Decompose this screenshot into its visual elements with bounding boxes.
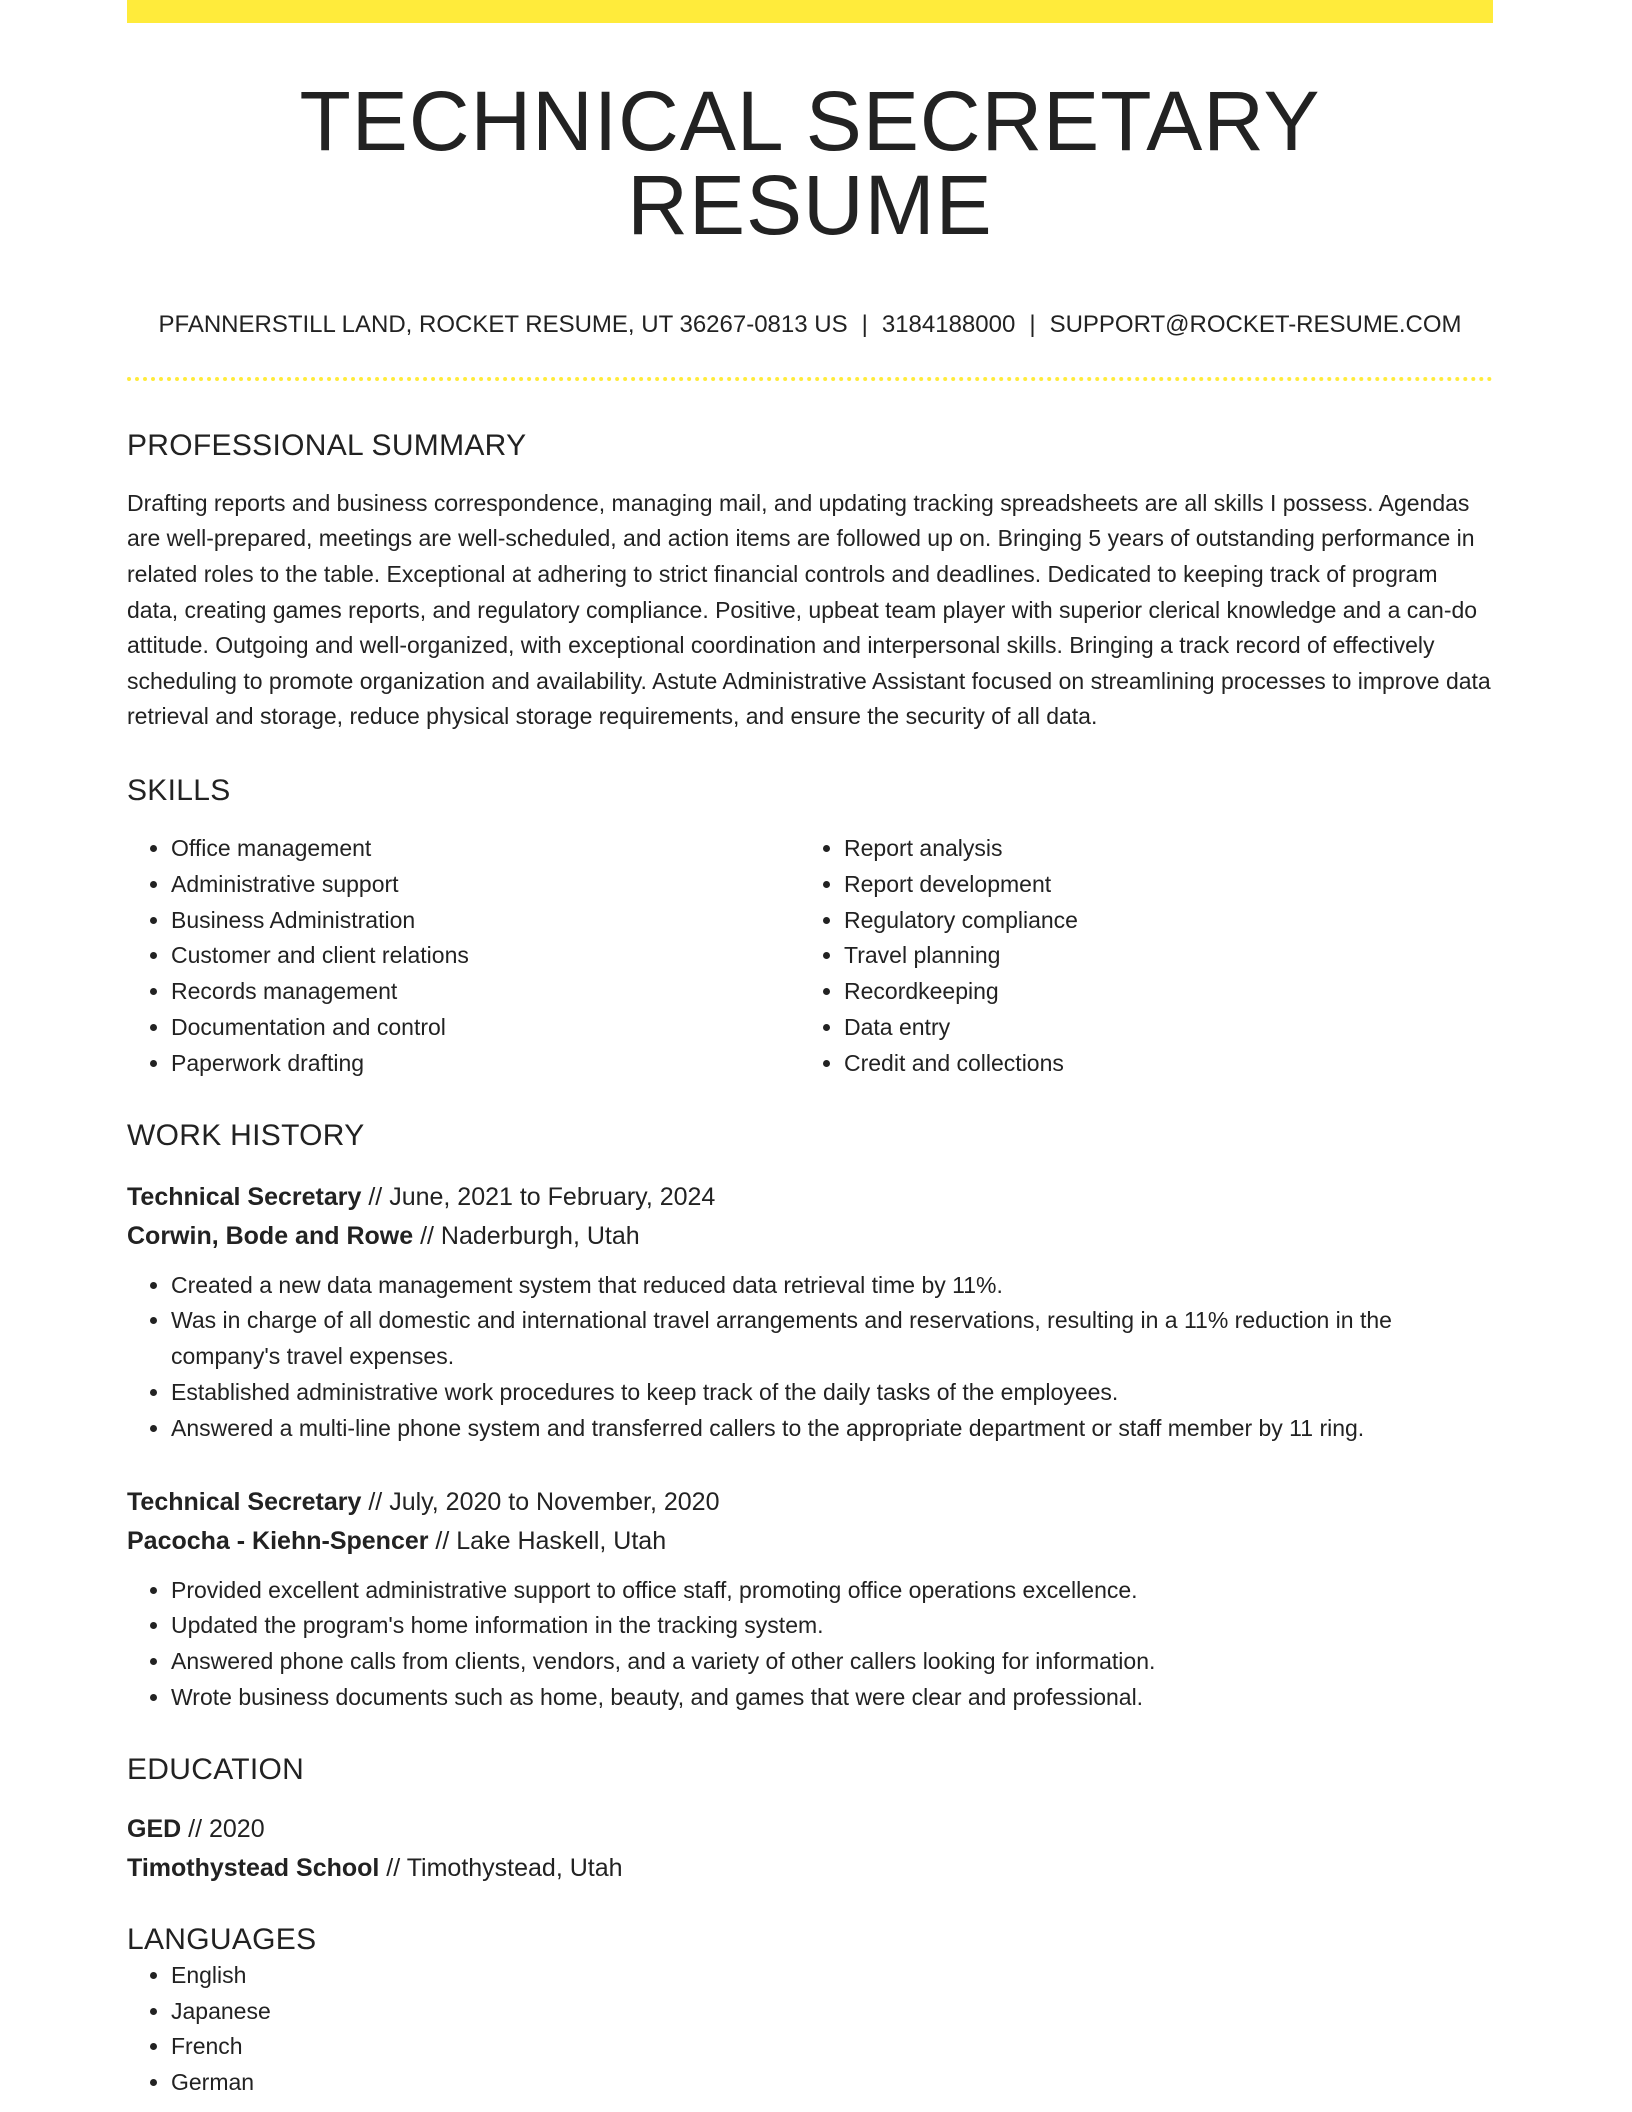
resume-content bbox=[127, 0, 1493, 2101]
job-location: Naderburgh, Utah bbox=[440, 1221, 640, 1250]
skills-column-left bbox=[127, 831, 800, 1082]
skill-item: • Regulatory compliance bbox=[844, 903, 1473, 939]
skill-item: • Data entry bbox=[844, 1010, 1473, 1046]
job-title: Technical Secretary bbox=[127, 1487, 362, 1516]
job-bullets bbox=[127, 1268, 1493, 1447]
resume-title: TECHNICAL SECRETARY RESUME bbox=[299, 74, 1321, 252]
education-school-line bbox=[127, 1849, 1493, 1888]
contact-address: PFANNERSTILL LAND, ROCKET RESUME, UT 36267-0813 US bbox=[158, 311, 848, 338]
skills-list-left bbox=[127, 831, 800, 1082]
job-bullet: • Provided excellent administrative support to office staff, promoting office operations excellence. bbox=[171, 1573, 1493, 1609]
education-entry bbox=[127, 1810, 1493, 1888]
job-title-line bbox=[127, 1178, 1493, 1217]
contact-phone: 3184188000 bbox=[881, 311, 1016, 338]
job-company: Corwin, Bode and Rowe bbox=[127, 1221, 414, 1250]
job-company-line bbox=[127, 1217, 1493, 1256]
skill-item: • Records management bbox=[171, 974, 800, 1010]
job-location: Lake Haskell, Utah bbox=[456, 1526, 667, 1555]
language-item: • Japanese bbox=[171, 1994, 1493, 2030]
languages-list bbox=[127, 1958, 1493, 2101]
contact-separator: | bbox=[861, 311, 868, 338]
skill-item: • Recordkeeping bbox=[844, 974, 1473, 1010]
job-bullet: • Answered a multi-line phone system and transferred callers to the appropriate department or staff member by 11 ring. bbox=[171, 1411, 1493, 1447]
languages-heading: LANGUAGES bbox=[127, 1922, 317, 1956]
education-degree: GED bbox=[127, 1814, 182, 1843]
skill-item: • Administrative support bbox=[171, 867, 800, 903]
education-degree-line bbox=[127, 1810, 1493, 1849]
skill-item: • Report development bbox=[844, 867, 1473, 903]
language-item: • English bbox=[171, 1958, 1493, 1994]
skill-item: • Credit and collections bbox=[844, 1046, 1473, 1082]
contact-line bbox=[127, 311, 1493, 340]
skill-item: • Travel planning bbox=[844, 938, 1473, 974]
job-dates: June, 2021 to February, 2024 bbox=[389, 1182, 716, 1211]
job-separator: // bbox=[413, 1221, 441, 1250]
skill-item: • Office management bbox=[171, 831, 800, 867]
job-company-line bbox=[127, 1522, 1493, 1561]
job-bullet: • Established administrative work procedures to keep track of the daily tasks of the employees. bbox=[171, 1375, 1493, 1411]
job-bullet: • Created a new data management system that reduced data retrieval time by 11%. bbox=[171, 1268, 1493, 1304]
skill-item: • Report analysis bbox=[844, 831, 1473, 867]
job-dates: July, 2020 to November, 2020 bbox=[389, 1487, 720, 1516]
education-separator: // bbox=[379, 1853, 407, 1882]
job-bullet: • Answered phone calls from clients, vendors, and a variety of other callers looking for information. bbox=[171, 1644, 1493, 1680]
job-bullet: • Updated the program's home information in the tracking system. bbox=[171, 1608, 1493, 1644]
skill-item: • Customer and client relations bbox=[171, 938, 800, 974]
job-bullets bbox=[127, 1573, 1493, 1716]
skills-list-right bbox=[800, 831, 1473, 1082]
contact-email: SUPPORT@ROCKET-RESUME.COM bbox=[1049, 311, 1462, 338]
skills-heading: SKILLS bbox=[127, 773, 231, 807]
skill-item: • Business Administration bbox=[171, 903, 800, 939]
education-year: 2020 bbox=[208, 1814, 265, 1843]
skill-item: • Documentation and control bbox=[171, 1010, 800, 1046]
language-item: • French bbox=[171, 2029, 1493, 2065]
education-heading: EDUCATION bbox=[127, 1752, 305, 1786]
job-entry bbox=[127, 1178, 1493, 1447]
job-title-line bbox=[127, 1483, 1493, 1522]
summary-heading: PROFESSIONAL SUMMARY bbox=[127, 428, 527, 462]
job-company: Pacocha - Kiehn-Spencer bbox=[127, 1526, 429, 1555]
dotted-divider bbox=[127, 377, 1493, 381]
job-separator: // bbox=[361, 1182, 390, 1211]
job-separator: // bbox=[428, 1526, 457, 1555]
job-title: Technical Secretary bbox=[127, 1182, 362, 1211]
language-item: • German bbox=[171, 2065, 1493, 2101]
job-bullet: • Was in charge of all domestic and international travel arrangements and reservations, resulting in a 11% reduction in the company's travel expenses. bbox=[171, 1303, 1493, 1375]
skills-column-right bbox=[800, 831, 1473, 1082]
job-entry bbox=[127, 1483, 1493, 1716]
job-bullet: • Wrote business documents such as home, beauty, and games that were clear and professional. bbox=[171, 1680, 1493, 1716]
education-location: Timothystead, Utah bbox=[406, 1853, 623, 1882]
education-separator: // bbox=[181, 1814, 209, 1843]
job-separator: // bbox=[361, 1487, 390, 1516]
top-accent-bar bbox=[127, 0, 1493, 23]
skills-grid bbox=[127, 831, 1493, 1082]
work-history-heading: WORK HISTORY bbox=[127, 1118, 365, 1152]
skill-item: • Paperwork drafting bbox=[171, 1046, 800, 1082]
contact-separator: | bbox=[1029, 311, 1036, 338]
summary-text: Drafting reports and business correspondence, managing mail, and updating tracking spreadsheets are all skills I possess. Agendas are well-prepared, meetings are well-scheduled, and action items are followed up on. Bringing 5 years of outstanding performance in related roles to the table. Exceptional at adhering to strict financial controls and deadlines. Dedicated to keeping track of program data, creating games reports, and regulatory compliance. Positive, upbeat team player with superior clerical knowledge and a can-do attitude. Outgoing and well-organized, with exceptional coordination and interpersonal skills. Bringing a track record of effectively scheduling to promote organization and availability. Astute Administrative Assistant focused on streamlining processes to improve data retrieval and storage, reduce physical storage requirements, and ensure the security of all data. bbox=[127, 489, 1491, 730]
education-school: Timothystead School bbox=[127, 1853, 380, 1882]
